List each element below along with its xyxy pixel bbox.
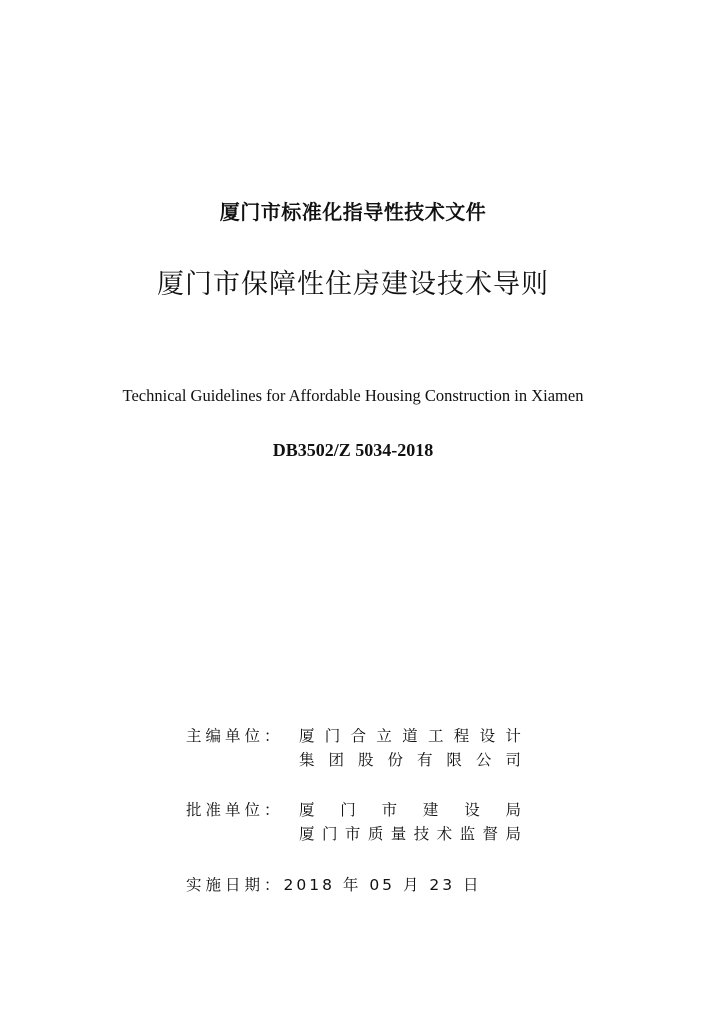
english-title: Technical Guidelines for Affordable Housing Construction in Xiamen [122,386,584,405]
editor-line-2-char: 团 [328,751,344,769]
editor-line-1-char: 设 [479,727,496,745]
date-value: 2018 年 05 月 23 日 [283,876,482,894]
approver-line-1-char: 设 [464,801,480,819]
approver-line-1-char: 市 [381,801,398,819]
editor-line-2-char: 份 [387,751,403,769]
editor-line-1-char: 合 [350,727,367,745]
editor-line-1-char: 道 [402,727,418,745]
date-row [186,873,546,897]
approver-line-2-char: 术 [436,825,453,843]
approver-line-2-char: 局 [505,825,521,843]
editor-line-1-char: 门 [324,727,341,745]
approver-info [186,798,546,846]
approver-line-1 [299,798,521,822]
date-label: 实施日期： [186,876,284,894]
editor-line-2-char: 公 [475,751,492,769]
standard-code: DB3502/Z 5034-2018 [272,440,434,460]
editor-line-1-char: 工 [427,727,444,745]
editor-line-2-char: 限 [446,751,462,769]
approver-line-2-char: 技 [413,825,430,843]
approver-line-2-char: 市 [344,825,361,843]
editor-line-1 [299,724,521,748]
editor-row-2 [186,748,546,772]
approver-line-2-char: 质 [367,825,384,843]
main-title: 厦门市保障性住房建设技术导则 [157,269,549,300]
editor-line-1-char: 计 [505,727,521,745]
approver-line-1-char: 厦 [299,801,315,819]
editor-line-1-char: 立 [376,727,392,745]
approver-line-2-char: 门 [321,825,338,843]
approver-row-2 [186,822,546,846]
editor-line-2-char: 集 [299,751,315,769]
approver-line-1-char: 建 [422,801,439,819]
editor-line-2 [299,748,521,772]
approver-line-2-char: 督 [482,825,499,843]
approver-line-2 [299,822,521,846]
editor-line-2-char: 股 [357,751,374,769]
series-title: 厦门市标准化指导性技术文件 [219,200,487,224]
editor-row-1 [186,724,546,748]
approver-row-1 [186,798,546,822]
editor-line-2-char: 有 [416,751,433,769]
approver-line-2-char: 量 [390,825,407,843]
editor-line-1-char: 厦 [299,727,315,745]
editor-line-1-char: 程 [453,727,470,745]
approver-line-2-char: 厦 [299,825,315,843]
editor-line-2-char: 司 [505,751,521,769]
approver-line-1-char: 门 [340,801,356,819]
editor-label: 主编单位： [186,727,284,745]
effective-date-info [186,873,546,897]
approver-line-1-char: 局 [505,801,521,819]
approver-label: 批准单位： [186,801,284,819]
approver-line-2-char: 监 [459,825,476,843]
editor-info [186,724,546,772]
